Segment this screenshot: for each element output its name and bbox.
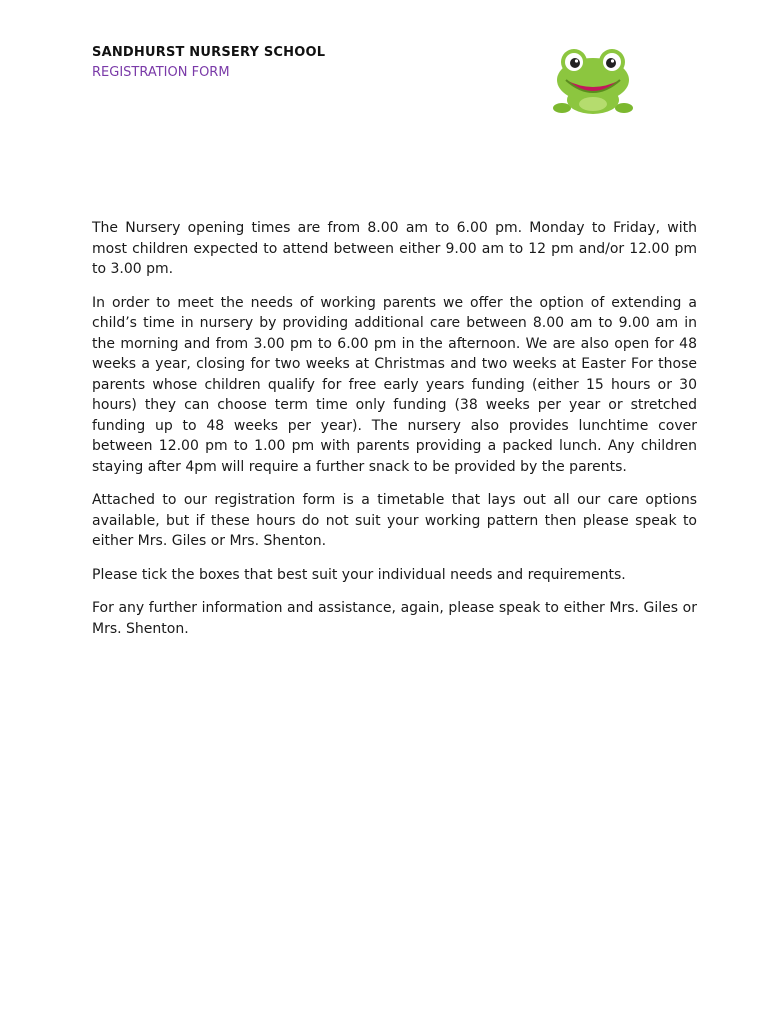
paragraph-tick-boxes: Please tick the boxes that best suit your individual needs and requirements. [92,566,626,583]
document-header [92,44,325,82]
paragraph-extended-care: In order to meet the needs of working parents we offer the option of extending a child’s time in nursery by providing additional care between 8.00 am to 9.00 am in the morning and from 3.00 pm to 6.00 pm in the afternoon. We are also open for 48 weeks a year, closing for two weeks at Christmas and two weeks at Easter For those parents whose children qualify for free early years funding (either 15 hours or 30 hours) they can choose term time only funding (38 weeks per year or stretched funding up to 48 weeks per year). The nursery also provides lunchtime cover between 12.00 pm to 1.00 pm with parents providing a packed lunch. Any children staying after 4pm will require a further snack to be provided by the parents. [92,294,697,475]
paragraph-timetable: Attached to our registration form is a timetable that lays out all our care options available, but if these hours do not suit your working pattern then please speak to either Mrs. Giles or Mrs. Shenton. [92,492,697,549]
intro-text [92,218,697,652]
school-name: SANDHURST NURSERY SCHOOL [92,45,326,60]
paragraph-further-info: For any further information and assistance, again, please speak to either Mrs. Giles or Mrs. Shenton. [92,600,697,637]
paragraph-opening-times: The Nursery opening times are from 8.00 am to 6.00 pm. Monday to Friday, with most children expected to attend between either 9.00 am to 12 pm and/or 12.00 pm to 3.00 pm. [92,220,697,277]
form-title: REGISTRATION FORM [92,65,230,80]
frog-icon [552,46,634,116]
